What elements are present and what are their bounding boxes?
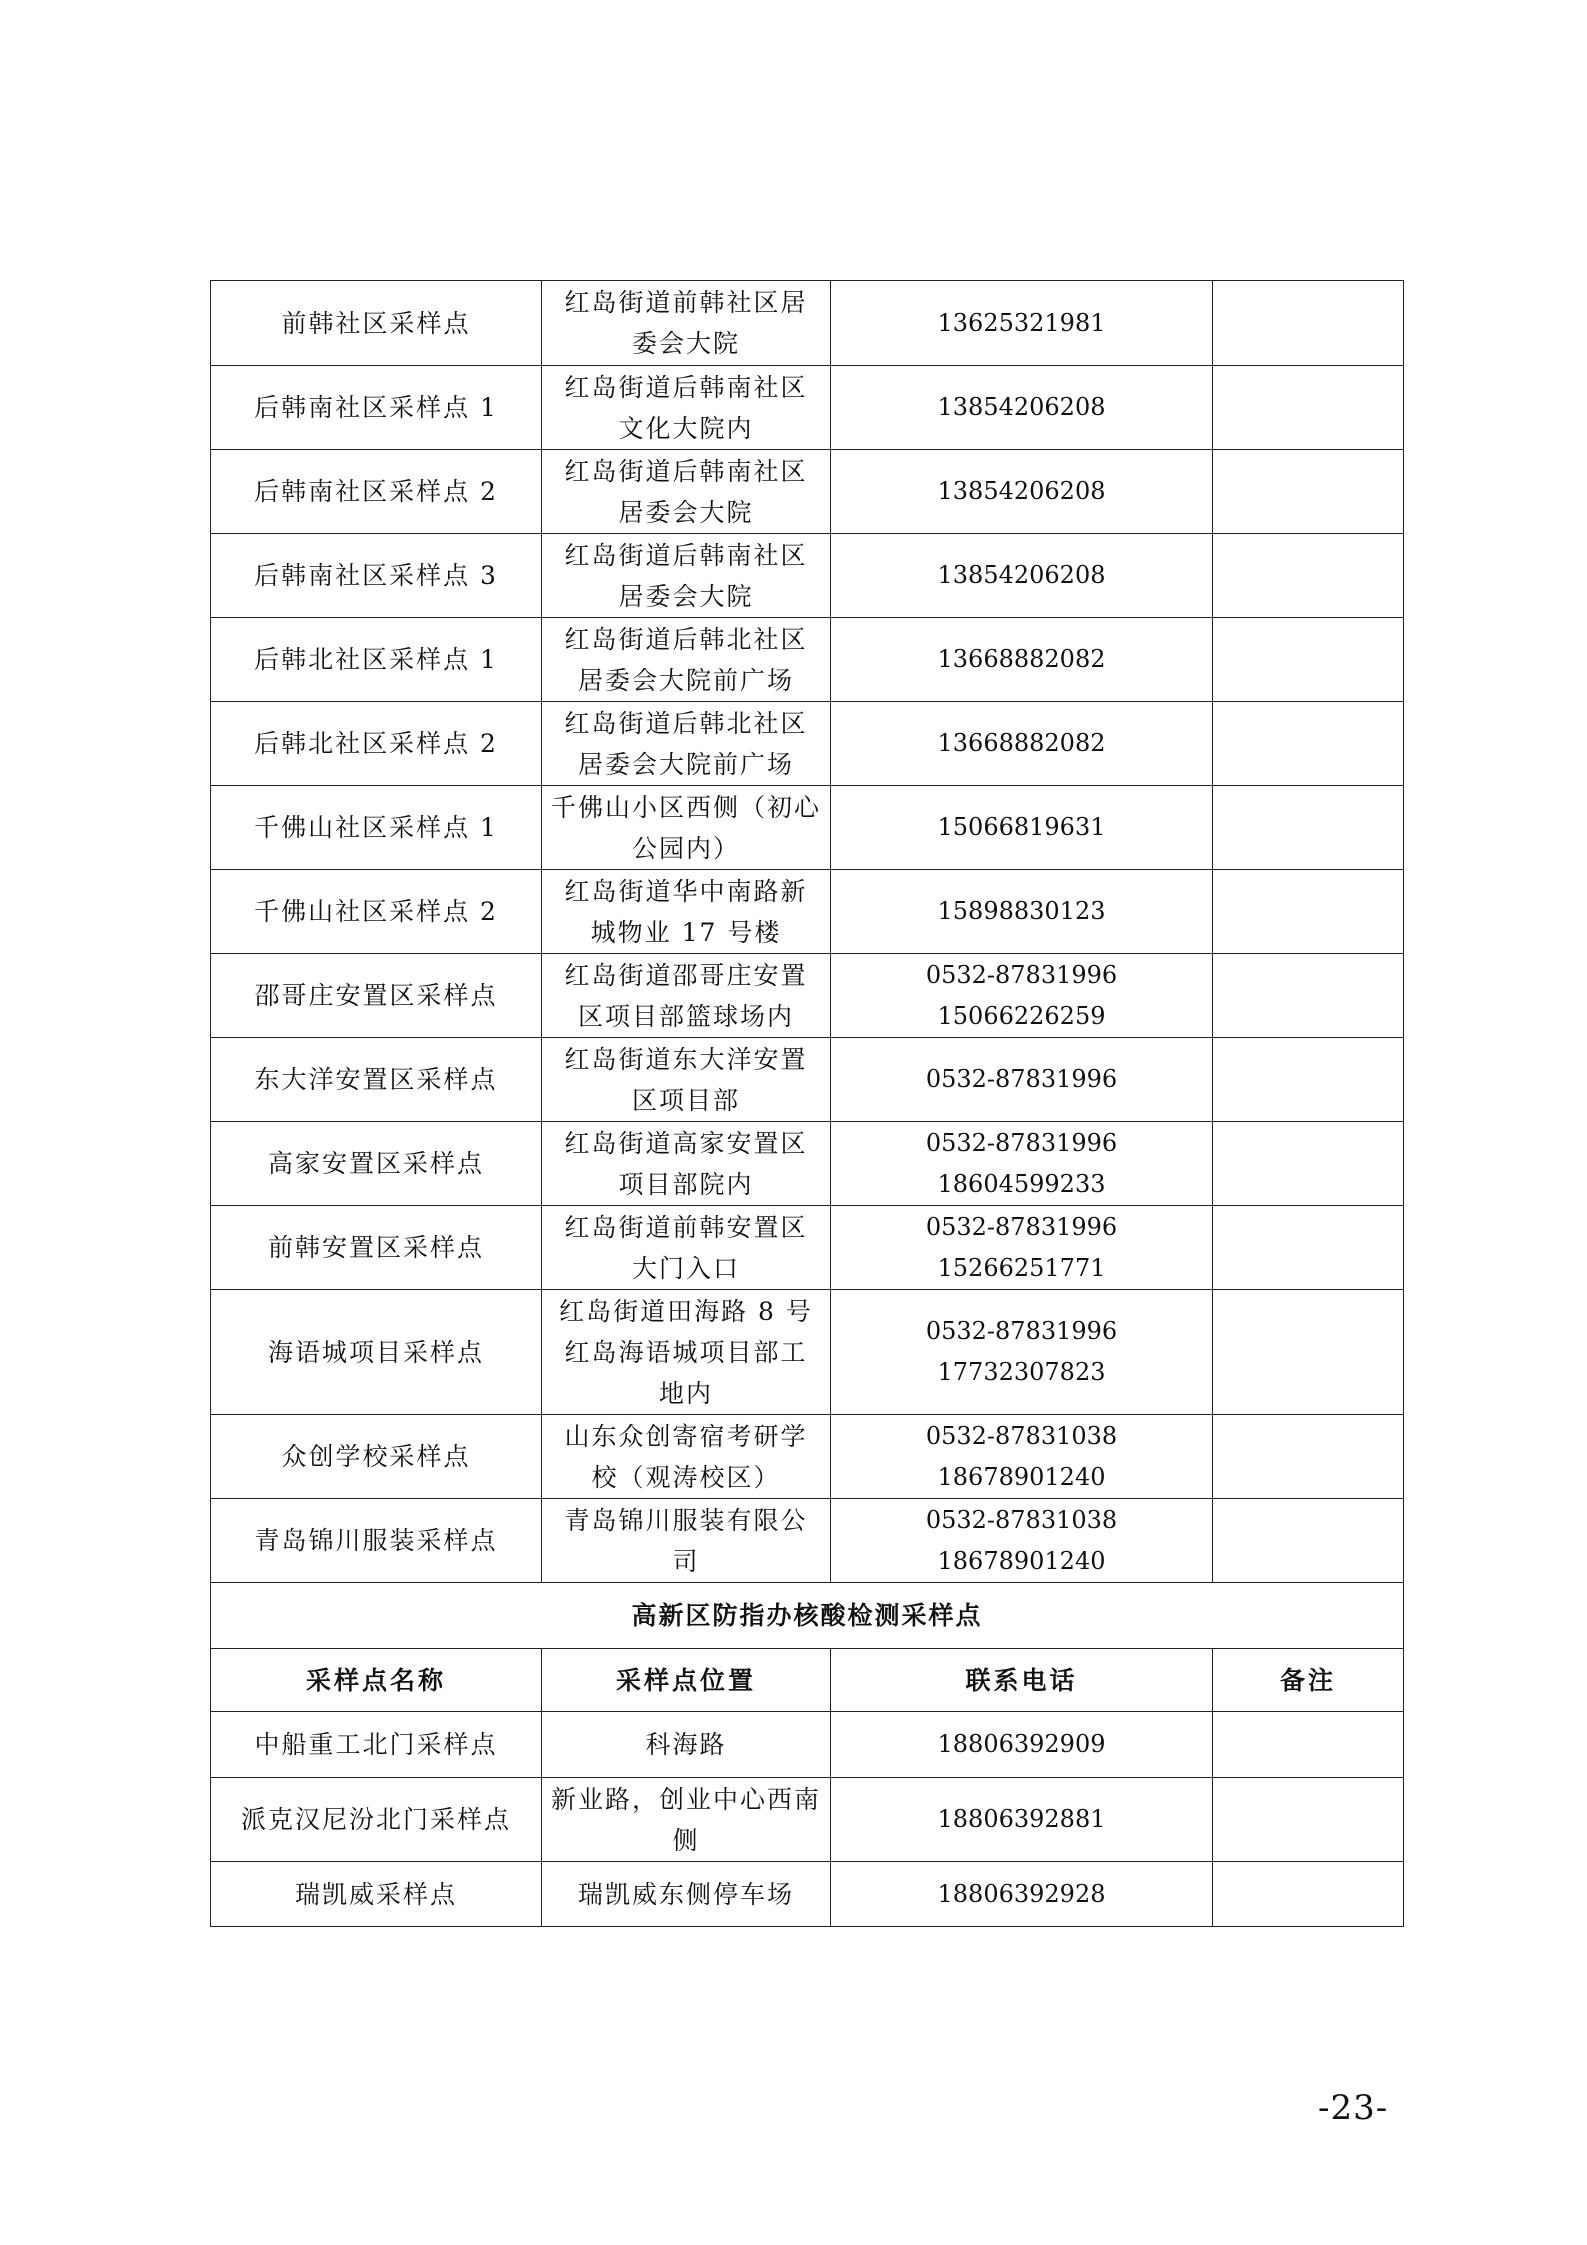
location-line: 红岛街道高家安置区 — [564, 1128, 808, 1158]
site-location — [542, 1038, 831, 1122]
location-line: 红岛街道田海路 8 号 — [559, 1296, 813, 1326]
table-row — [211, 954, 1404, 1038]
site-phone — [831, 1290, 1213, 1415]
location-line: 居委会大院 — [618, 581, 754, 611]
site-phone — [831, 1862, 1213, 1927]
site-location — [542, 1290, 831, 1415]
site-name: 瑞凯威采样点 — [211, 1862, 542, 1927]
location-line: 文化大院内 — [618, 413, 754, 443]
phone-number: 18604599233 — [937, 1169, 1106, 1198]
phone-number: 13668882082 — [937, 729, 1106, 757]
site-note — [1213, 1206, 1404, 1290]
phone-number: 15066819631 — [937, 813, 1106, 841]
site-note — [1213, 1290, 1404, 1415]
site-note — [1213, 1862, 1404, 1927]
site-location — [542, 954, 831, 1038]
phone-number: 13625321981 — [937, 308, 1106, 337]
site-phone — [831, 870, 1213, 954]
location-line: 区项目部 — [631, 1085, 740, 1115]
phone-number: 15898830123 — [937, 897, 1106, 925]
site-note — [1213, 1038, 1404, 1122]
site-location — [542, 1712, 831, 1778]
site-location — [542, 281, 831, 366]
site-note — [1213, 1415, 1404, 1499]
location-line: 居委会大院前广场 — [577, 749, 794, 779]
site-name: 后韩北社区采样点 1 — [211, 618, 542, 702]
bottom-rows — [211, 1712, 1404, 1927]
site-name: 青岛锦川服装采样点 — [211, 1499, 542, 1583]
location-line: 红岛海语城项目部工 — [564, 1337, 808, 1367]
location-line: 红岛街道后韩北社区 — [564, 624, 808, 654]
phone-number: 15066226259 — [937, 1001, 1106, 1030]
site-location — [542, 786, 831, 870]
phone-number: 18806392928 — [937, 1879, 1106, 1908]
site-note — [1213, 1712, 1404, 1778]
site-phone — [831, 1206, 1213, 1290]
site-note — [1213, 1778, 1404, 1862]
table-row — [211, 618, 1404, 702]
site-location — [542, 1499, 831, 1583]
location-line: 科海路 — [645, 1730, 727, 1759]
site-name: 前韩社区采样点 — [211, 281, 542, 366]
site-phone — [831, 618, 1213, 702]
site-phone — [831, 702, 1213, 786]
table-row — [211, 786, 1404, 870]
location-line: 山东众创寄宿考研学 — [564, 1421, 808, 1451]
page-number: -23- — [1318, 2088, 1389, 2128]
site-phone — [831, 1499, 1213, 1583]
location-line: 千佛山小区西侧（初心 — [550, 792, 821, 822]
location-line: 校（观涛校区） — [591, 1462, 781, 1492]
site-location — [542, 702, 831, 786]
site-phone — [831, 954, 1213, 1038]
site-name: 前韩安置区采样点 — [211, 1206, 542, 1290]
table-row — [211, 1290, 1404, 1415]
site-phone — [831, 1712, 1213, 1778]
site-note — [1213, 534, 1404, 618]
header-name: 采样点名称 — [211, 1649, 542, 1712]
table-row — [211, 366, 1404, 450]
location-line: 居委会大院前广场 — [577, 665, 794, 695]
table-row — [211, 1712, 1404, 1778]
site-location — [542, 1415, 831, 1499]
location-line: 红岛街道前韩社区居 — [564, 288, 808, 317]
site-name: 海语城项目采样点 — [211, 1290, 542, 1415]
table-row — [211, 1122, 1404, 1206]
table-row — [211, 1206, 1404, 1290]
location-line: 红岛街道后韩南社区 — [564, 456, 808, 486]
site-name: 众创学校采样点 — [211, 1415, 542, 1499]
phone-number: 13854206208 — [937, 477, 1106, 505]
location-line: 侧 — [672, 1825, 700, 1855]
site-location — [542, 1206, 831, 1290]
location-line: 红岛街道华中南路新 — [564, 876, 808, 906]
site-note — [1213, 618, 1404, 702]
site-phone — [831, 450, 1213, 534]
site-location — [542, 1778, 831, 1862]
site-name: 千佛山社区采样点 1 — [211, 786, 542, 870]
top-rows — [211, 281, 1404, 1583]
site-phone — [831, 366, 1213, 450]
phone-number: 18678901240 — [937, 1546, 1106, 1575]
table-row — [211, 1499, 1404, 1583]
location-line: 公园内） — [631, 833, 740, 863]
site-name: 后韩南社区采样点 1 — [211, 366, 542, 450]
site-phone — [831, 1038, 1213, 1122]
table-row — [211, 281, 1404, 366]
location-line: 红岛街道前韩安置区 — [564, 1212, 808, 1242]
location-line: 红岛街道邵哥庄安置 — [564, 960, 808, 990]
location-line: 委会大院 — [631, 329, 740, 358]
location-line: 红岛街道东大洋安置 — [564, 1044, 808, 1074]
phone-number: 0532-87831038 — [925, 1505, 1118, 1534]
site-note — [1213, 1122, 1404, 1206]
phone-number: 0532-87831996 — [925, 1212, 1118, 1241]
phone-number: 0532-87831996 — [925, 1128, 1118, 1157]
location-line: 红岛街道后韩北社区 — [564, 708, 808, 738]
table-row — [211, 1862, 1404, 1927]
site-location — [542, 870, 831, 954]
table-row — [211, 1038, 1404, 1122]
site-name: 后韩北社区采样点 2 — [211, 702, 542, 786]
location-line: 青岛锦川服装有限公 — [564, 1505, 808, 1535]
section-title: 高新区防指办核酸检测采样点 — [211, 1583, 1404, 1649]
site-name: 后韩南社区采样点 2 — [211, 450, 542, 534]
site-name: 东大洋安置区采样点 — [211, 1038, 542, 1122]
header-location: 采样点位置 — [542, 1649, 831, 1712]
site-name: 后韩南社区采样点 3 — [211, 534, 542, 618]
phone-number: 0532-87831996 — [925, 1317, 1118, 1345]
site-location — [542, 366, 831, 450]
table-row — [211, 1778, 1404, 1862]
table-row — [211, 702, 1404, 786]
location-line: 大门入口 — [631, 1253, 740, 1283]
phone-number: 18806392881 — [937, 1805, 1106, 1833]
site-phone — [831, 1122, 1213, 1206]
site-note — [1213, 702, 1404, 786]
site-note — [1213, 366, 1404, 450]
location-line: 红岛街道后韩南社区 — [564, 372, 808, 402]
table-row — [211, 450, 1404, 534]
site-location — [542, 534, 831, 618]
location-line: 地内 — [658, 1378, 713, 1408]
site-phone — [831, 281, 1213, 366]
table-row — [211, 534, 1404, 618]
phone-number: 13668882082 — [937, 645, 1106, 673]
location-line: 瑞凯威东侧停车场 — [577, 1879, 794, 1909]
sampling-sites-table — [210, 280, 1404, 1927]
site-note — [1213, 870, 1404, 954]
header-note: 备注 — [1213, 1649, 1404, 1712]
table-row — [211, 1415, 1404, 1499]
header-row — [211, 1649, 1404, 1712]
location-line: 新业路，创业中心西南 — [550, 1784, 821, 1814]
location-line: 居委会大院 — [618, 497, 754, 527]
phone-number: 0532-87831038 — [925, 1421, 1118, 1450]
site-note — [1213, 281, 1404, 366]
location-line: 区项目部篮球场内 — [577, 1001, 794, 1031]
phone-number: 0532-87831996 — [925, 1065, 1118, 1093]
header-phone: 联系电话 — [831, 1649, 1213, 1712]
location-line: 红岛街道后韩南社区 — [564, 540, 808, 570]
site-location — [542, 1122, 831, 1206]
site-name: 邵哥庄安置区采样点 — [211, 954, 542, 1038]
phone-number: 18806392909 — [937, 1730, 1106, 1758]
phone-number: 18678901240 — [937, 1462, 1106, 1491]
site-name: 派克汉尼汾北门采样点 — [211, 1778, 542, 1862]
site-location — [542, 1862, 831, 1927]
location-line: 项目部院内 — [618, 1169, 754, 1199]
site-phone — [831, 534, 1213, 618]
site-name: 高家安置区采样点 — [211, 1122, 542, 1206]
location-line: 城物业 17 号楼 — [590, 917, 782, 947]
phone-number: 13854206208 — [937, 393, 1106, 421]
site-name: 中船重工北门采样点 — [211, 1712, 542, 1778]
site-note — [1213, 1499, 1404, 1583]
section-title-row — [211, 1583, 1404, 1649]
phone-number: 13854206208 — [937, 561, 1106, 589]
site-phone — [831, 786, 1213, 870]
section-block — [211, 1583, 1404, 1712]
site-location — [542, 618, 831, 702]
table-row — [211, 870, 1404, 954]
site-phone — [831, 1778, 1213, 1862]
site-note — [1213, 786, 1404, 870]
phone-number: 17732307823 — [937, 1358, 1106, 1386]
location-line: 司 — [672, 1546, 700, 1576]
phone-number: 15266251771 — [937, 1253, 1106, 1282]
site-note — [1213, 954, 1404, 1038]
site-location — [542, 450, 831, 534]
phone-number: 0532-87831996 — [925, 960, 1118, 989]
site-note — [1213, 450, 1404, 534]
site-phone — [831, 1415, 1213, 1499]
site-name: 千佛山社区采样点 2 — [211, 870, 542, 954]
